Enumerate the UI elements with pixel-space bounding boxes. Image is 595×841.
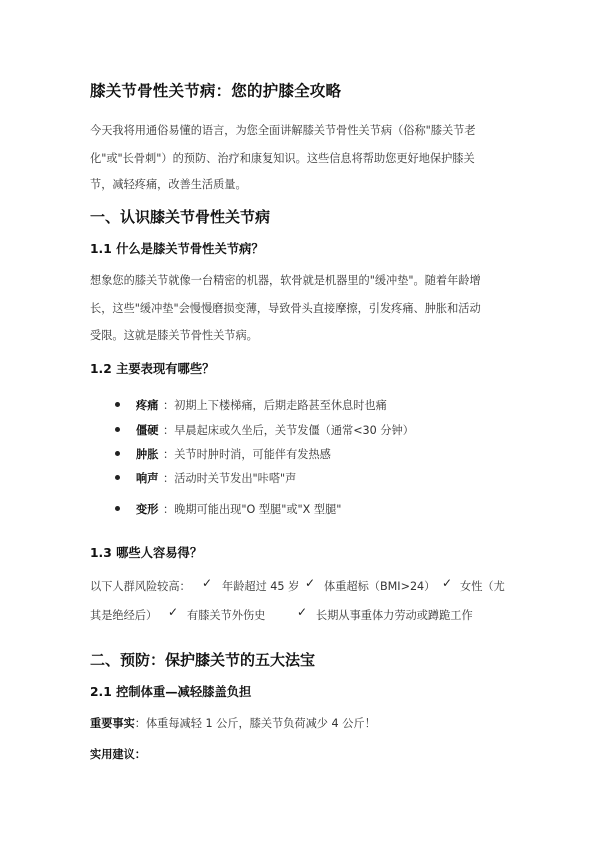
section1-heading: 一、认识膝关节骨性关节病 [90, 208, 271, 226]
check-icon: ✓ [442, 576, 453, 590]
subsection-1-2-heading: 1.2 主要表现有哪些？ [90, 362, 215, 376]
symptom-label: 僵硬 [136, 424, 159, 437]
risk-item-cont: 其是绝经后） [90, 609, 158, 622]
intro-line-2: 化"或"长骨刺"）的预防、治疗和康复知识。这些信息将帮助您更好地保护膝关 [90, 152, 475, 165]
sub1-1-line-2: 长，这些"缓冲垫"会慢慢磨损变薄，导致骨头直接摩擦，引发疼痛、肿胀和活动 [90, 302, 481, 315]
fact-label: 重要事实 [90, 717, 135, 730]
section2-heading: 二、预防：保护膝关节的五大法宝 [90, 651, 316, 669]
risk-lead: 以下人群风险较高： [90, 580, 191, 593]
intro-line-3: 节，减轻疼痛，改善生活质量。 [90, 178, 247, 191]
subsection-2-1-heading: 2.1 控制体重—减轻膝盖负担 [90, 685, 252, 699]
advice-label: 实用建议 [90, 748, 135, 761]
bullet-dot [115, 475, 120, 480]
symptom-label: 疼痛 [136, 399, 159, 412]
subsection-1-3-heading: 1.3 哪些人容易得？ [90, 546, 203, 560]
check-icon: ✓ [202, 576, 213, 590]
subsection-1-1-heading: 1.1 什么是膝关节骨性关节病？ [90, 242, 264, 256]
symptom-text: ：初期上下楼梯痛，后期走路甚至休息时也痛 [163, 399, 387, 412]
symptom-text: ：晚期可能出现"O 型腿"或"X 型腿" [163, 503, 342, 516]
risk-item: 长期从事重体力劳动或蹲跪工作 [316, 609, 473, 622]
check-icon: ✓ [297, 605, 308, 619]
bullet-dot [115, 402, 120, 407]
symptom-text: ：活动时关节发出"咔嗒"声 [163, 472, 297, 485]
risk-item: 体重超标（BMI>24） [324, 580, 436, 593]
risk-item: 有膝关节外伤史 [187, 609, 266, 622]
symptom-text: ：早晨起床或久坐后，关节发僵（通常<30 分钟） [163, 424, 414, 437]
sub1-1-line-1: 想象您的膝关节就像一台精密的机器，软骨就是机器里的"缓冲垫"。随着年龄增 [90, 274, 481, 287]
document-title: 膝关节骨性关节病：您的护膝全攻略 [90, 82, 342, 100]
fact-text: ：体重每减轻 1 公斤，膝关节负荷减少 4 公斤！ [134, 717, 376, 730]
advice-line [90, 746, 146, 762]
bullet-dot [115, 506, 120, 511]
bullet-dot [115, 427, 120, 432]
intro-line-1: 今天我将用通俗易懂的语言，为您全面讲解膝关节骨性关节病（俗称"膝关节老 [90, 124, 476, 137]
sub1-1-line-3: 受限。这就是膝关节骨性关节病。 [90, 329, 258, 342]
symptom-text: ：关节时肿时消，可能伴有发热感 [163, 448, 331, 461]
risk-item: 年龄超过 45 岁 [222, 580, 300, 593]
symptom-label: 响声 [136, 472, 159, 485]
symptom-label: 肿胀 [136, 448, 159, 461]
check-icon: ✓ [168, 605, 179, 619]
symptom-label: 变形 [136, 503, 159, 516]
advice-colon: ： [134, 748, 146, 761]
risk-item: 女性（尤 [460, 580, 505, 593]
bullet-dot [115, 451, 120, 456]
fact-line [90, 715, 376, 731]
check-icon: ✓ [305, 576, 316, 590]
